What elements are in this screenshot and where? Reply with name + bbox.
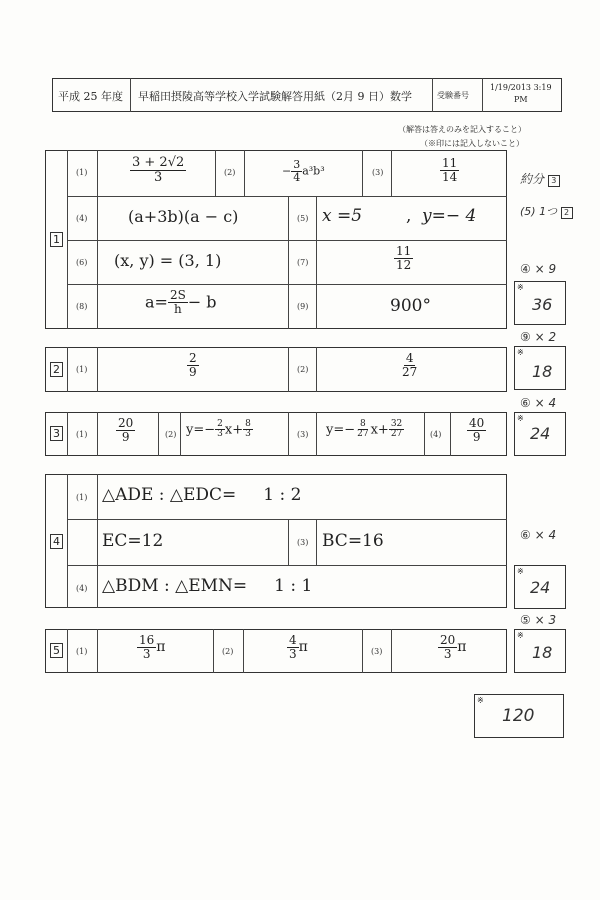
q2-p2-num: (2): [297, 365, 309, 374]
q1-p6-num: (6): [76, 258, 88, 267]
grading-note-a: 約分 3: [520, 170, 560, 187]
q4-p3-answer: BC=16: [322, 531, 384, 551]
q4-p2-answer: EC=12: [102, 531, 164, 551]
q1-p9-answer: 900°: [390, 296, 431, 316]
q4-p4-answer: △BDM : △EMN= 1 : 1: [102, 576, 313, 596]
total-score: 120: [502, 706, 535, 726]
q5-p2-answer: $\frac{4}{3}$ π: [289, 633, 308, 661]
grading-mark-3: ⑥ × 4: [520, 396, 557, 410]
q5-p1-answer: $\frac{16}{3}$ π: [139, 633, 166, 661]
q1-p8-num: (8): [76, 302, 88, 311]
q1-label: 1: [50, 232, 63, 247]
q1-p3-answer: $\frac{11}{14}$: [442, 156, 458, 184]
q1-p2-num: (2): [224, 168, 236, 177]
score-2: 18: [532, 362, 553, 381]
q5-p2-num: (2): [222, 647, 234, 656]
q1-p5-y: y=− 4: [422, 206, 477, 226]
header-title: 早稲田摂陵高等学校入学試験解答用紙（2月 9 日）数学: [138, 90, 412, 103]
q1-p6-answer: (x, y) = (3, 1): [114, 251, 222, 270]
note-answer-only: （解答は答えのみを記入すること）: [398, 125, 526, 134]
q3-p3-answer: y=− $\frac{8}{27}$ x+ $\frac{32}{27}$: [326, 419, 403, 440]
grading-note-b: (5) 1つ 2: [520, 203, 573, 219]
q1-p4-answer: (a+3b)(a − c): [128, 207, 239, 226]
q5-p1-num: (1): [76, 647, 88, 656]
q1-p4-num: (4): [76, 214, 88, 223]
timestamp-line1: 1/19/2013 3:19: [490, 83, 552, 92]
q4-p1-num: (1): [76, 493, 88, 502]
q1-p5-x: x =5: [322, 206, 363, 226]
q4-label: 4: [50, 534, 63, 549]
grading-mark-4: ⑥ × 4: [520, 528, 557, 542]
score-box-3-kome: ※: [517, 414, 524, 423]
q1-p9-num: (9): [297, 302, 309, 311]
q3-p4-num: (4): [430, 430, 442, 439]
q3-label: 3: [50, 426, 63, 441]
q1-p1-answer: $\frac{3 + 2√2}{3}$: [132, 155, 185, 185]
q2-p1-num: (1): [76, 365, 88, 374]
note-no-mark: （※印には記入しないこと）: [420, 139, 524, 148]
q3-p4-answer: $\frac{40}{9}$: [469, 416, 485, 444]
exam-number-label: 受験番号: [437, 91, 469, 100]
q1-p2-answer: − $\frac{3}{4}$ a³b³: [282, 158, 325, 184]
q1-p3-num: (3): [372, 168, 384, 177]
score-box-2-kome: ※: [517, 348, 524, 357]
q5-p3-answer: $\frac{20}{3}$ π: [440, 633, 467, 661]
score-box-5-kome: ※: [517, 631, 524, 640]
q4-p4-num: (4): [76, 584, 88, 593]
score-5: 18: [532, 643, 553, 662]
q5-label: 5: [50, 643, 63, 658]
q1-p8-answer: a= $\frac{2S}{h}$ − b: [145, 288, 217, 316]
timestamp-line2: PM: [514, 95, 528, 104]
q2-box: [45, 347, 507, 392]
grading-mark-2: ⑨ × 2: [520, 330, 557, 344]
total-score-kome: ※: [477, 696, 484, 705]
q1-p1-num: (1): [76, 168, 88, 177]
q2-label: 2: [50, 362, 63, 377]
q1-p7-answer: $\frac{11}{12}$: [396, 244, 412, 272]
q4-p3-num: (3): [297, 538, 309, 547]
score-box-4-kome: ※: [517, 567, 524, 576]
q1-p5-sep: ,: [406, 206, 412, 226]
q4-p1-answer: △ADE : △EDC= 1 : 2: [102, 485, 302, 505]
score-3: 24: [530, 424, 551, 443]
q3-p1-answer: $\frac{20}{9}$: [118, 416, 134, 444]
header-year: 平成 25 年度: [58, 90, 123, 103]
score-4: 24: [530, 578, 551, 597]
score-box-1-kome: ※: [517, 283, 524, 292]
q3-p1-num: (1): [76, 430, 88, 439]
q3-p2-answer: y=− $\frac{2}{3}$ x+ $\frac{8}{3}$: [186, 419, 251, 440]
q3-p3-num: (3): [297, 430, 309, 439]
grading-mark-1: ④ × 9: [520, 262, 557, 276]
grading-mark-5: ⑤ × 3: [520, 613, 557, 627]
q2-p1-answer: $\frac{2}{9}$: [189, 351, 197, 379]
q2-p2-answer: $\frac{4}{27}$: [402, 351, 418, 379]
q1-p7-num: (7): [297, 258, 309, 267]
q3-p2-num: (2): [165, 430, 177, 439]
q1-p5-num: (5): [297, 214, 309, 223]
q5-p3-num: (3): [371, 647, 383, 656]
score-1: 36: [532, 295, 553, 314]
